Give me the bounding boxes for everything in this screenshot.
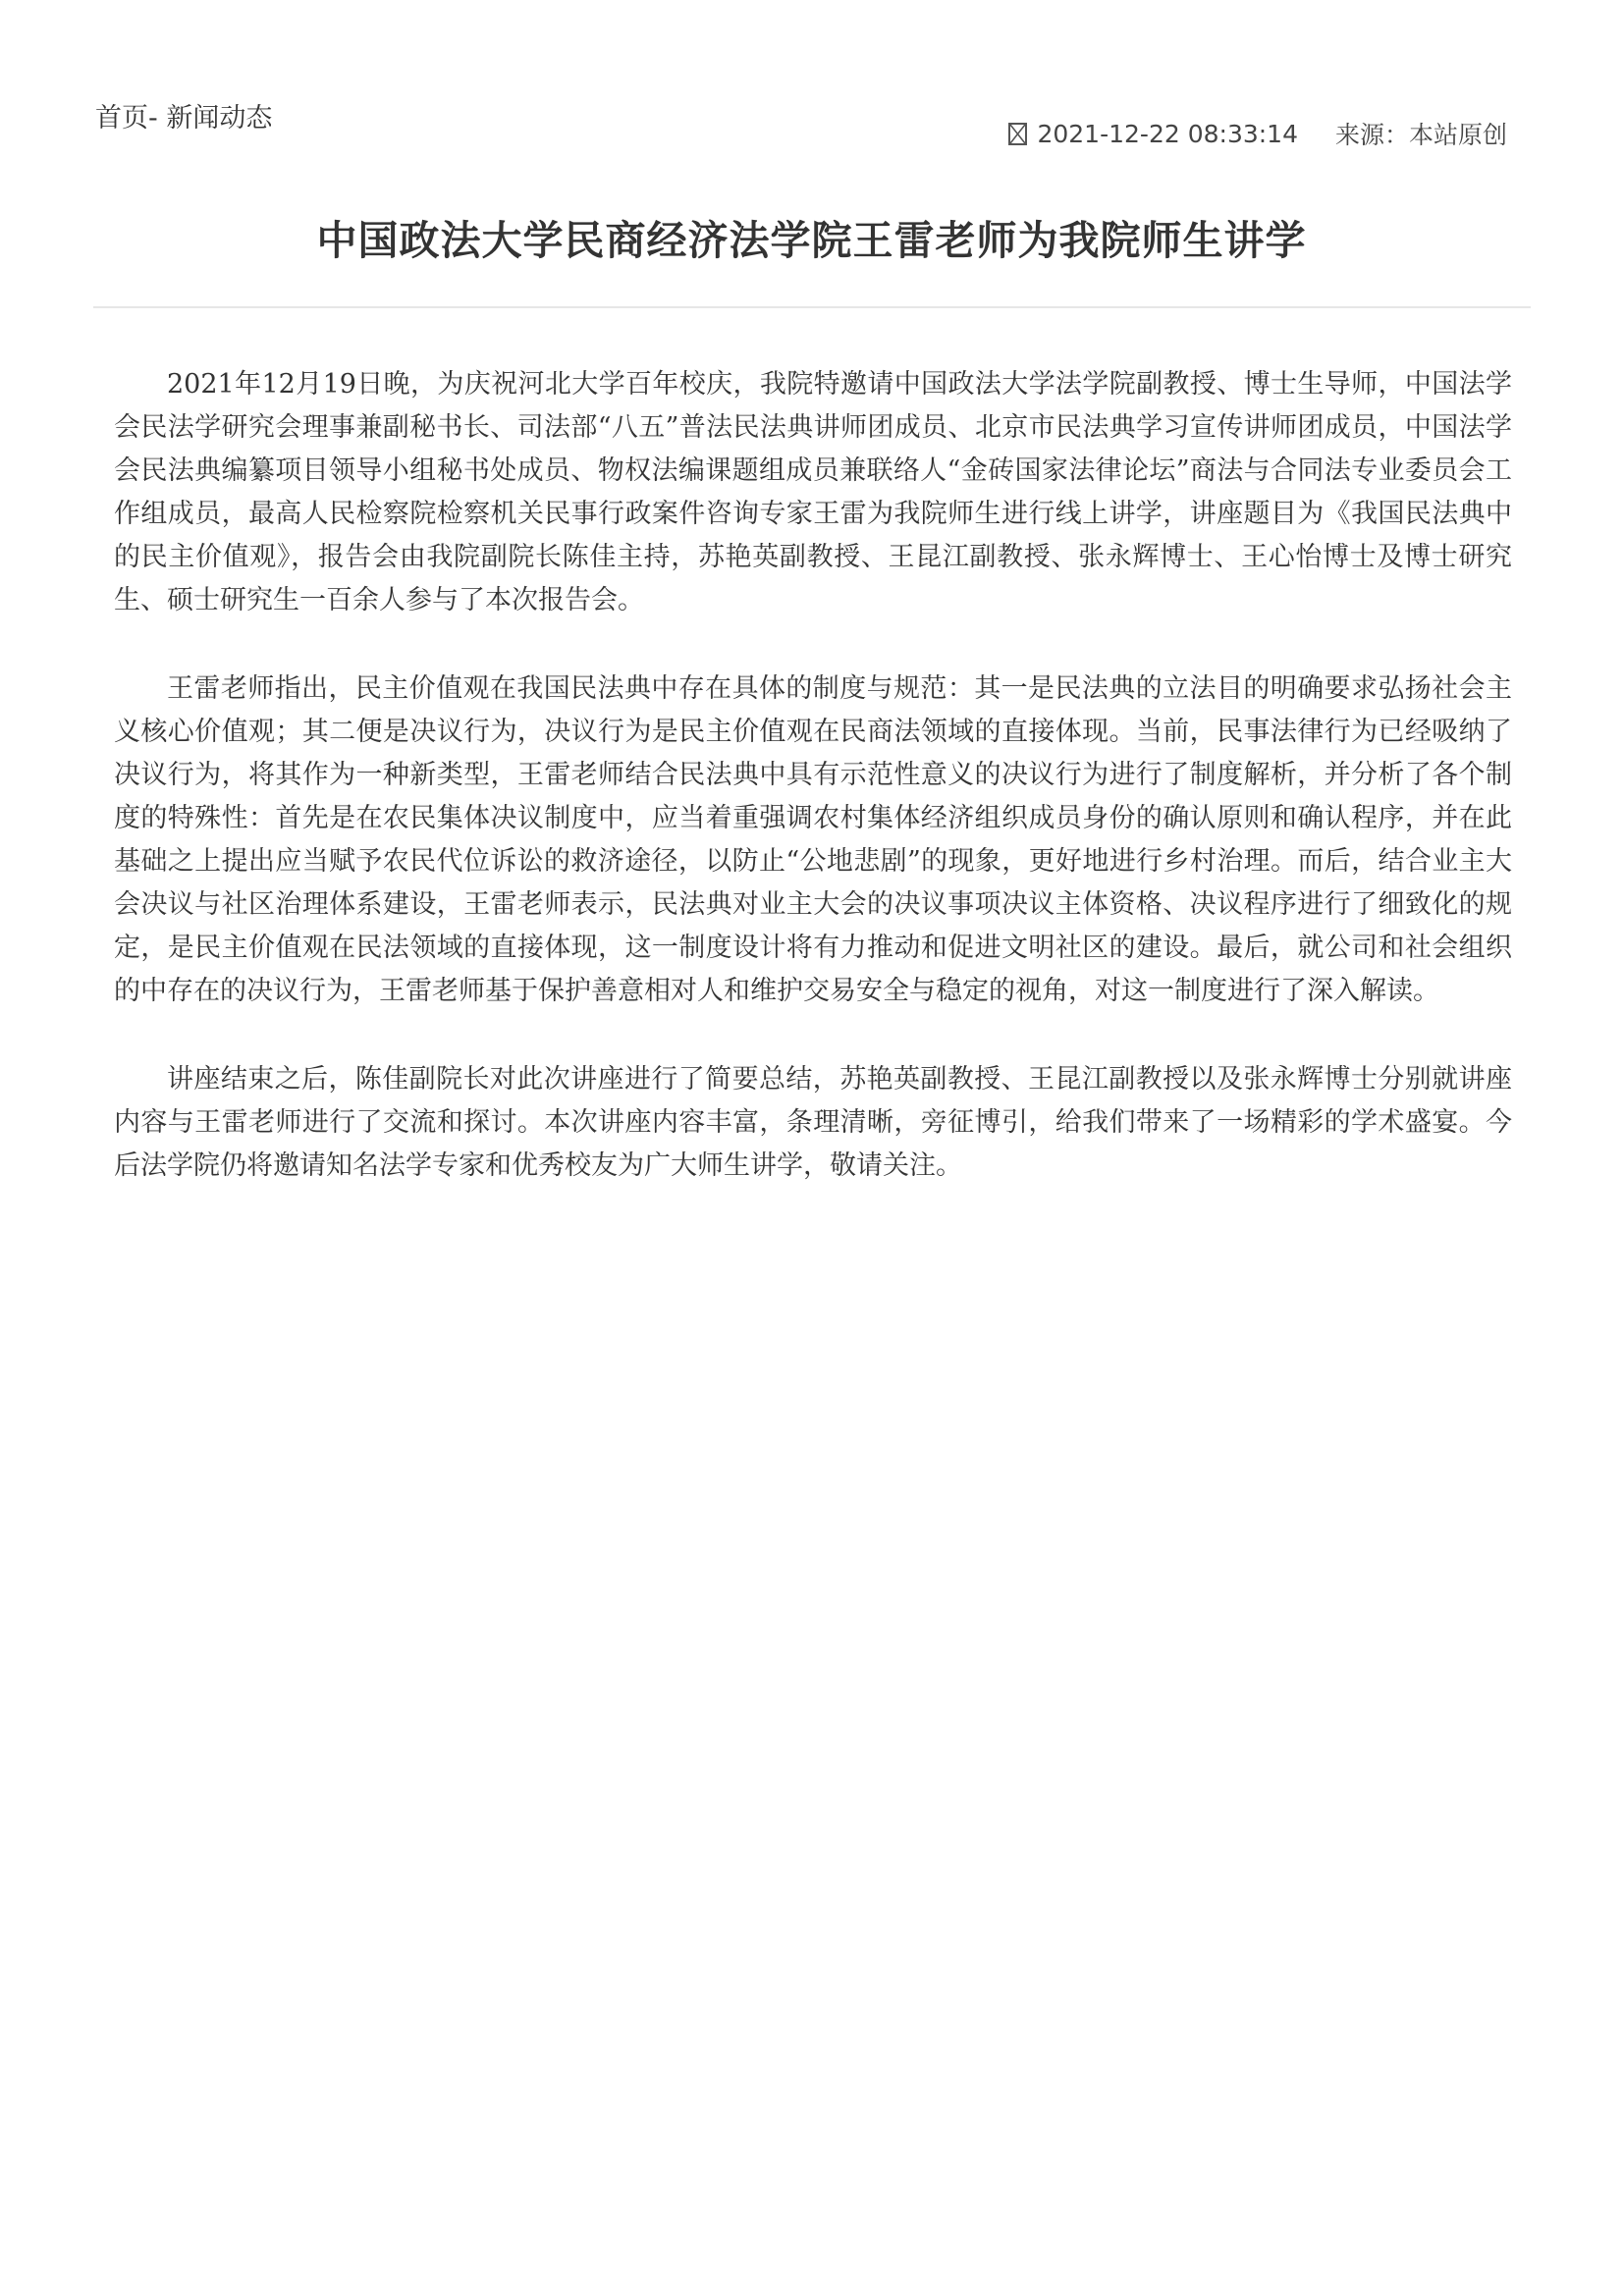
article-title: 中国政法大学民商经济法学院王雷老师为我院师生讲学 — [316, 217, 1307, 264]
clock-icon — [1008, 123, 1027, 145]
breadcrumb[interactable]: 首页- 新闻动态 — [95, 103, 273, 133]
article-paragraph: 讲座结束之后，陈佳副院长对此次讲座进行了简要总结，苏艳英副教授、王昆江副教授以及张永辉博士分别就讲座内容与王雷老师进行了交流和探讨。本次讲座内容丰富，条理清晰，旁征博引，给我们带来了一场精彩的学术盛宴。今后法学院仍将邀请知名法学专家和优秀校友为广大师生讲学，敬请关注。 — [114, 1064, 1512, 1181]
article-paragraph: 2021年12月19日晚，为庆祝河北大学百年校庆，我院特邀请中国政法大学法学院副教授、博士生导师，中国法学会民法学研究会理事兼副秘书长、司法部“八五”普法民法典讲师团成员、北京市民法典学习宣传讲师团成员，中国法学会民法典编纂项目领导小组秘书处成员、物权法编课题组成员兼联络人“金砖国家法律论坛”商法与合同法专业委员会工作组成员，最高人民检察院检察机关民事行政案件咨询专家王雷为我院师生进行线上讲学，讲座题目为《我国民法典中的民主价值观》，报告会由我院副院长陈佳主持，苏艳英副教授、王昆江副教授、张永辉博士、王心怡博士及博士研究生、硕士研究生一百余人参与了本次报告会。 — [114, 369, 1512, 615]
article-paragraph: 王雷老师指出，民主价值观在我国民法典中存在具体的制度与规范：其一是民法典的立法目的明确要求弘扬社会主义核心价值观；其二便是决议行为，决议行为是民主价值观在民商法领域的直接体现。当前，民事法律行为已经吸纳了决议行为，将其作为一种新类型，王雷老师结合民法典中具有示范性意义的决议行为进行了制度解析，并分析了各个制度的特殊性：首先是在农民集体决议制度中，应当着重强调农村集体经济组织成员身份的确认原则和确认程序，并在此基础之上提出应当赋予农民代位诉讼的救济途径，以防止“公地悲剧”的现象，更好地进行乡村治理。而后，结合业主大会决议与社区治理体系建设，王雷老师表示，民法典对业主大会的决议事项决议主体资格、决议程序进行了细致化的规定，是民主价值观在民法领域的直接体现，这一制度设计将有力推动和促进文明社区的建设。最后，就公司和社会组织的中存在的决议行为，王雷老师基于保护善意相对人和维护交易安全与稳定的视角，对这一制度进行了深入解读。 — [114, 673, 1512, 1006]
title-divider — [93, 306, 1531, 308]
article-meta — [1008, 116, 1507, 151]
article-source: 来源：本站原创 — [1334, 121, 1507, 149]
publish-date: 2021-12-22 08:33:14 — [1037, 119, 1298, 148]
article-body — [114, 363, 1512, 1233]
